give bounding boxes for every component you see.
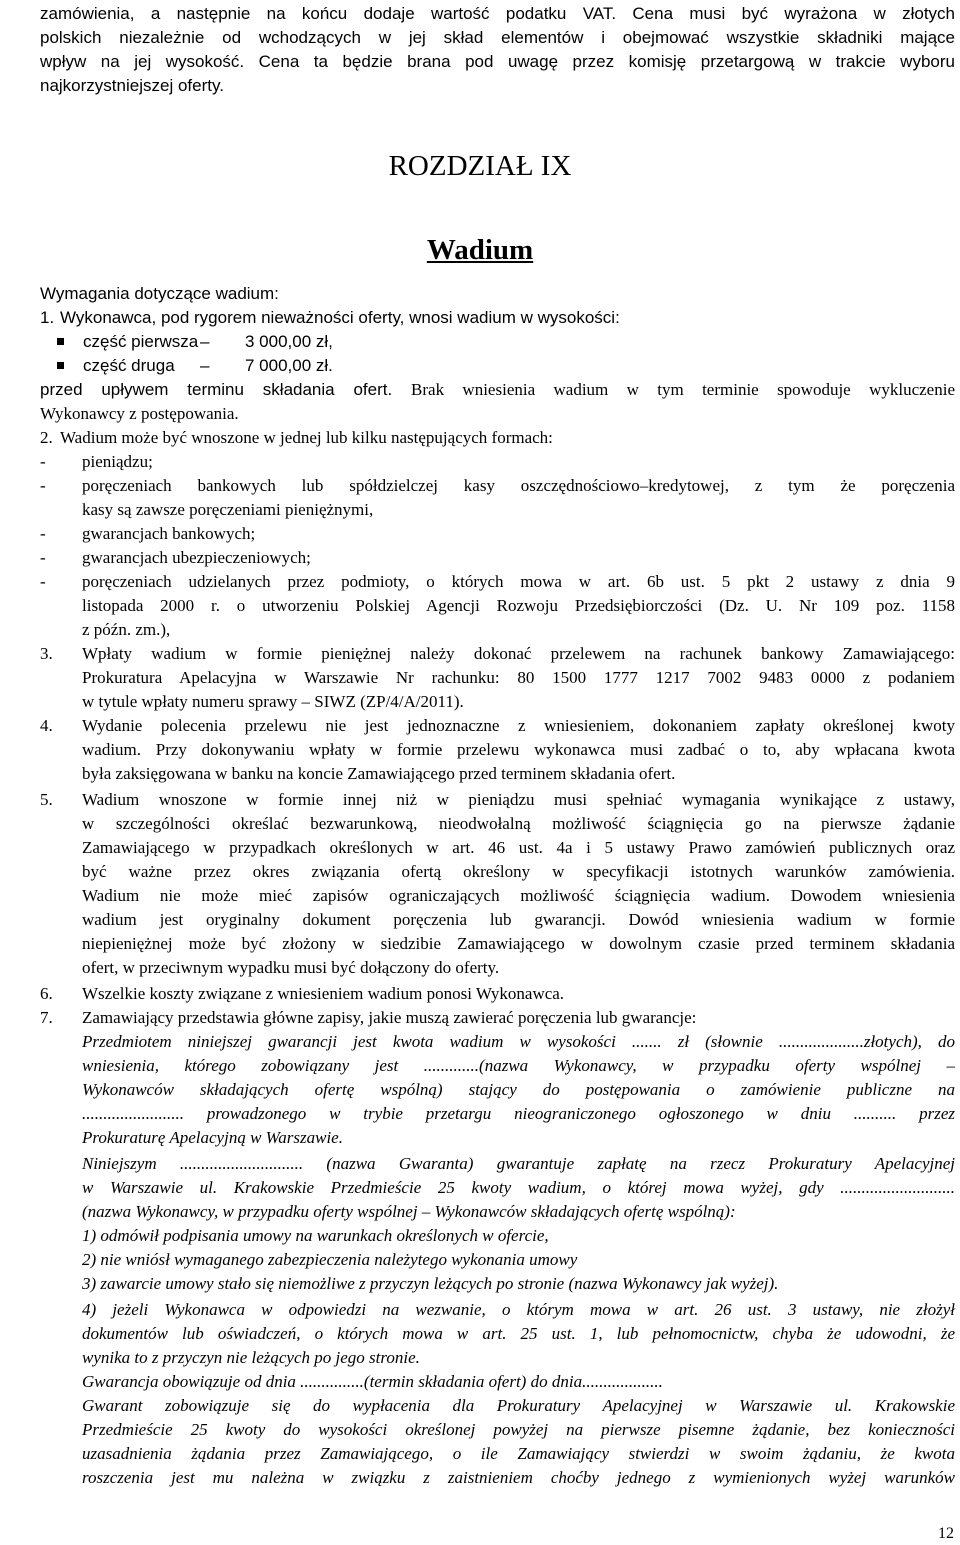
item-5-line-6: wadium jest oryginalny dokument poręczenia lub gwarancji. Dowód wniesienia wadium w formie: [82, 910, 955, 929]
item-5-line-5: Wadium nie może mieć zapisów ograniczających możliwość ściągnięcia wadium. Dowodem wniesienia: [82, 886, 955, 905]
form-5-line-1: poręczeniach udzielanych przez podmioty, o których mowa w art. 6b ust. 5 pkt 2 ustawy z dnia 9: [82, 572, 955, 591]
form-5-line-2: listopada 2000 r. o utworzeniu Polskiej Agencji Rozwoju Przedsiębiorczości (Dz. U. Nr 109 poz. 1158: [82, 596, 955, 615]
guarantee-line-4: ........................ prowadzonego w trybie przetargu nieograniczonego ogłoszonego w dniu .......... przez: [82, 1104, 955, 1123]
item-3-line-3: w tytule wpłaty numeru sprawy – SIWZ (ZP/4/A/2011).: [82, 692, 464, 711]
guarantee-line-13: dokumentów lub oświadczeń, o których mowa w art. 25 ust. 1, lub pełnomocnictw, chyba że udowodni, że: [82, 1324, 955, 1343]
guarantee-line-9: 1) odmówił podpisania umowy na warunkach określonych w ofercie,: [82, 1226, 549, 1245]
item-1-text: Wykonawca, pod rygorem nieważności oferty, wnosi wadium w wysokości:: [60, 308, 620, 327]
bullet-label-1: część pierwsza: [83, 332, 199, 351]
item-4-number: 4.: [40, 716, 53, 735]
guarantee-line-12: 4) jeżeli Wykonawca w odpowiedzi na wezwanie, o którym mowa w art. 26 ust. 3 ustawy, nie złożył: [82, 1300, 955, 1319]
guarantee-line-5: Prokuraturę Apelacyjną w Warszawie.: [82, 1128, 343, 1147]
item-5-line-7: niepieniężnej może być złożony w siedzibie Zamawiającego w dowolnym czasie przed terminem składania: [82, 934, 955, 953]
guarantee-line-18: uzasadnienia żądania przez Zamawiającego, o ile Zamawiający stwierdzi w swoim żądaniu, że kwota: [82, 1444, 955, 1463]
guarantee-line-16: Gwarant zobowiązuje się do wypłacenia dla Prokuratury Apelacyjnej w Warszawie ul. Krakowskie: [82, 1396, 955, 1415]
form-2-line-2: kasy są zawsze poręczeniami pieniężnymi,: [82, 500, 374, 519]
form-4: gwarancjach ubezpieczeniowych;: [82, 548, 311, 567]
guarantee-line-1: Przedmiotem niniejszej gwarancji jest kwota wadium w wysokości ....... zł (słownie ....................złotych), do: [82, 1032, 955, 1051]
bullet-label-2: część druga: [83, 356, 175, 375]
item-1-after-1-b: Brak wniesienia wadium w tym terminie spowoduje wykluczenie: [411, 380, 955, 399]
intro-line-2: polskich niezależnie od wchodzących w jej skład elementów i obejmować wszystkie składniki mające: [40, 28, 955, 47]
item-3-line-1: Wpłaty wadium w formie pieniężnej należy dokonać przelewem na rachunek bankowy Zamawiającego:: [82, 644, 955, 663]
form-3: gwarancjach bankowych;: [82, 524, 256, 543]
item-1-after-1: [40, 378, 955, 402]
item-5-line-2: w szczególności określać bezwarunkową, nieodwołalną możliwość ściągnięcia go na pierwsze żądanie: [82, 814, 955, 833]
form-5-line-3: z późn. zm.),: [82, 620, 171, 639]
item-2-number: 2.: [40, 428, 53, 447]
item-5-number: 5.: [40, 790, 53, 809]
item-2-text: Wadium może być wnoszone w jednej lub kilku następujących formach:: [60, 428, 553, 447]
guarantee-line-19: roszczenia jest mu należna w związku z zaistnieniem choćby jednego z wymienionych wyżej warunków: [82, 1468, 955, 1487]
item-4-line-2: wadium. Przy dokonywaniu wpłaty w formie przelewu wykonawca musi zadbać o to, aby wpłacana kwota: [82, 740, 955, 759]
bullet-dash-2: –: [200, 356, 210, 375]
guarantee-line-7: w Warszawie ul. Krakowskie Przedmieście 25 kwoty wadium, o której mowa wyżej, gdy ...........................: [82, 1178, 955, 1197]
guarantee-line-14: wynika to z przyczyn nie leżących po jego stronie.: [82, 1348, 420, 1367]
item-1-after-2: Wykonawcy z postępowania.: [40, 404, 239, 423]
guarantee-line-10: 2) nie wniósł wymaganego zabezpieczenia należytego wykonania umowy: [82, 1250, 578, 1269]
item-5-line-4: być ważne przez okres związania ofertą określony w specyfikacji istotnych warunków zamówienia.: [82, 862, 955, 881]
intro-line-1: zamówienia, a następnie na końcu dodaje wartość podatku VAT. Cena musi być wyrażona w złotych: [40, 4, 955, 23]
item-5-line-1: Wadium wnoszone w formie innej niż w pieniądzu musi spełniać wymagania wynikające z ustawy,: [82, 790, 955, 809]
chapter-subtitle: Wadium: [426, 234, 534, 266]
guarantee-line-17: Przedmieście 25 kwoty do wysokości określonej powyżej na pierwsze pisemne żądanie, bez konieczności: [82, 1420, 955, 1439]
item-5-line-3: Zamawiającego w przypadkach określonych w art. 46 ust. 4a i 5 ustawy Prawo zamówień publicznych oraz: [82, 838, 955, 857]
dash-3: -: [40, 524, 46, 543]
item-7-line-1: Zamawiający przedstawia główne zapisy, jakie muszą zawierać poręczenia lub gwarancje:: [82, 1008, 697, 1027]
item-3-number: 3.: [40, 644, 53, 663]
form-2-line-1: poręczeniach bankowych lub spółdzielczej kasy oszczędnościowo–kredytowej, z tym że poręczenia: [82, 476, 955, 495]
guarantee-line-2: wniesienia, którego zobowiązany jest .............(nazwa Wykonawcy, w przypadku oferty wspólnej –: [82, 1056, 955, 1075]
guarantee-line-11: 3) zawarcie umowy stało się niemożliwe z przyczyn leżących po stronie (nazwa Wykonawcy jak wyżej).: [82, 1274, 779, 1293]
guarantee-line-3: Wykonawców składających ofertę wspólną) stający do postępowania o zamówienie publiczne na: [82, 1080, 955, 1099]
item-3-line-2: Prokuratura Apelacyjna w Warszawie Nr rachunku: 80 1500 1777 1217 7002 9483 0000 z podaniem: [82, 668, 955, 687]
square-bullet-icon: [57, 362, 64, 369]
item-1-number: 1.: [40, 308, 55, 327]
item-6-line-1: Wszelkie koszty związane z wniesieniem wadium ponosi Wykonawca.: [82, 984, 565, 1003]
guarantee-line-6: Niniejszym ............................. (nazwa Gwaranta) gwarantuje zapłatę na rzecz Prokuratury Apelacyjnej: [82, 1154, 955, 1173]
item-1-after-1-a: przed upływem terminu składania ofert.: [40, 380, 393, 399]
guarantee-line-8: (nazwa Wykonawcy, w przypadku oferty wspólnej – Wykonawców składających ofertę wspólną):: [82, 1202, 736, 1221]
item-4-line-3: była zaksięgowana w banku na koncie Zamawiającego przed terminem składania ofert.: [82, 764, 676, 783]
dash-2: -: [40, 476, 46, 495]
bullet-amount-1: 3 000,00 zł,: [245, 332, 333, 351]
bullet-amount-2: 7 000,00 zł.: [245, 356, 333, 375]
item-4-line-1: Wydanie polecenia przelewu nie jest jednoznaczne z wniesieniem, dokonaniem zapłaty określonej kwoty: [82, 716, 955, 735]
guarantee-line-15: Gwarancja obowiązuje od dnia ...............(termin składania ofert) do dnia...................: [82, 1372, 663, 1391]
item-7-number: 7.: [40, 1008, 53, 1027]
dash-5: -: [40, 572, 46, 591]
page-number: 12: [938, 1525, 954, 1542]
requirements-heading: Wymagania dotyczące wadium:: [40, 284, 279, 303]
intro-line-4: najkorzystniejszej oferty.: [40, 76, 224, 95]
intro-line-3: wpływ na jej wysokość. Cena ta będzie brana pod uwagę przez komisję przetargową w trakcie wyboru: [40, 52, 955, 71]
bullet-dash-1: –: [200, 332, 210, 351]
form-1: pieniądzu;: [82, 452, 153, 471]
dash-4: -: [40, 548, 46, 567]
dash-1: -: [40, 452, 46, 471]
item-6-number: 6.: [40, 984, 53, 1003]
item-5-line-8: ofert, w przeciwnym wypadku musi być dołączony do oferty.: [82, 958, 500, 977]
chapter-title: ROZDZIAŁ IX: [388, 150, 572, 182]
square-bullet-icon: [57, 338, 64, 345]
